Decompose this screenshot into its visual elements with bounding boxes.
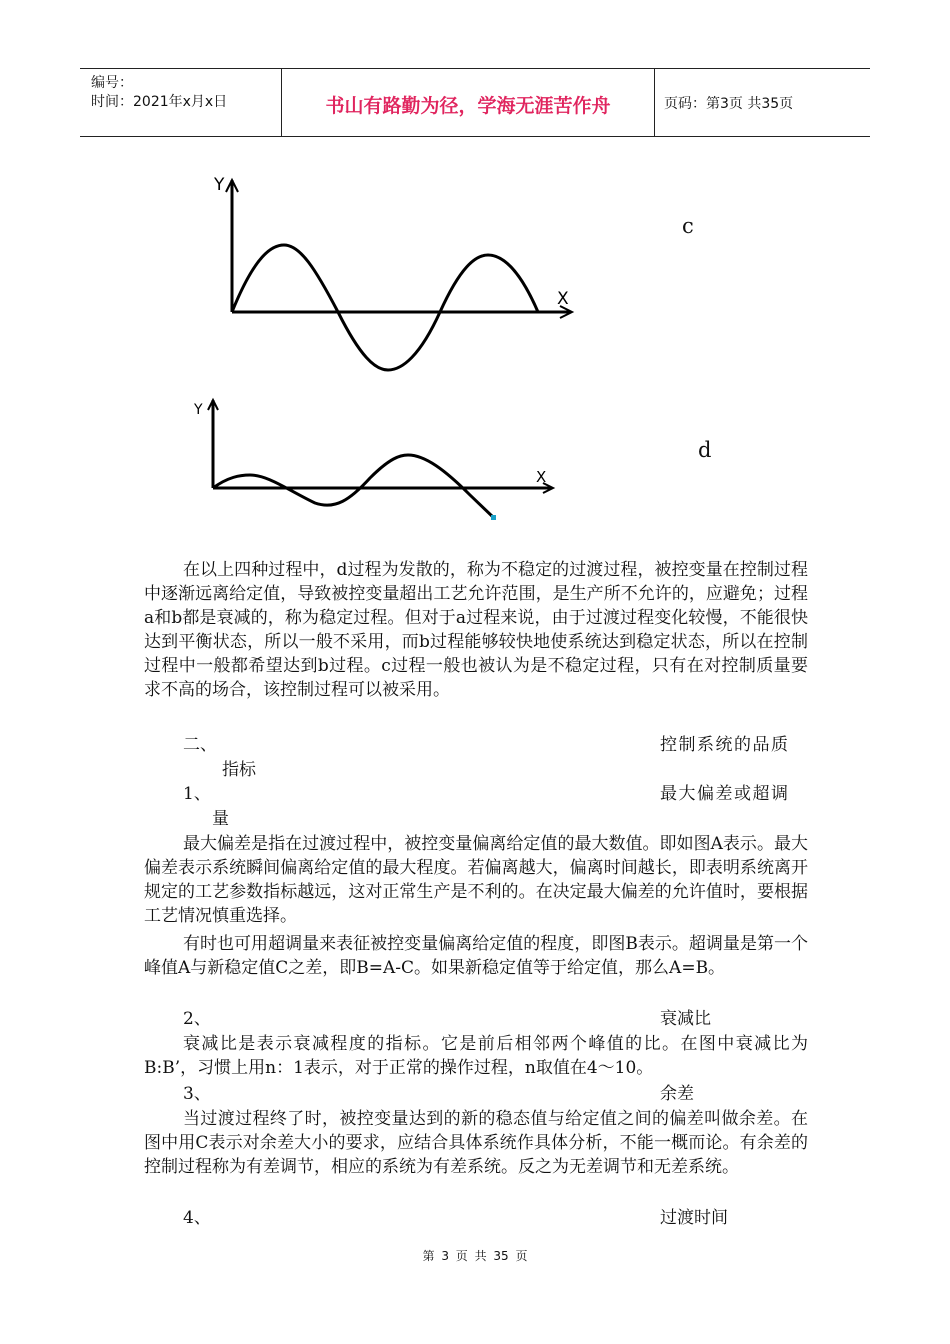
item2-paragraph <box>144 1032 808 1080</box>
item1-heading <box>144 782 808 806</box>
figure-d-x-label: X <box>536 468 547 486</box>
item4-title: 过渡时间 <box>660 1208 728 1228</box>
item1-title: 最大偏差或超调 <box>660 784 790 804</box>
figure-c-x-label: X <box>557 289 569 309</box>
motto: 书山有路勤为径，学海无涯苦作舟 <box>325 95 611 117</box>
item1-text-2: 有时也可用超调量来表征被控变量偏离给定值的程度，即图B表示。超调量是第一个峰值A与新稳定值C之差，即B=A-C。如果新稳定值等于给定值，那么A=B。 <box>144 934 808 978</box>
item4-number: 4、 <box>183 1208 211 1228</box>
section2-heading <box>144 733 808 757</box>
item2-text: 衰减比是表示衰减程度的指标。它是前后相邻两个峰值的比。在图中衰减比为B:B’，习惯上用n：1表示，对于正常的操作过程，n取值在4～10。 <box>144 1034 808 1078</box>
item3-heading <box>144 1082 808 1106</box>
item4-heading <box>144 1206 808 1230</box>
item1-paragraph-2 <box>144 932 808 980</box>
serial-label: 编号： <box>91 75 133 91</box>
figure-d-end-marker <box>491 515 496 520</box>
process-curves-figure <box>0 0 950 540</box>
item2-number: 2、 <box>183 1009 211 1029</box>
figure-c-curve <box>232 245 538 370</box>
figure-d-y-label: Y <box>194 402 203 418</box>
figure-c-axes <box>226 180 572 318</box>
figure-c-y-label: Y <box>214 175 225 195</box>
figure-c-label: c <box>682 214 694 238</box>
intro-paragraph <box>144 558 808 702</box>
item2-heading <box>144 1007 808 1031</box>
date-line: 时间：2021年x月x日 <box>91 94 228 110</box>
page-info: 页码：第3页 共35页 <box>664 96 794 112</box>
item3-text: 当过渡过程终了时，被控变量达到的新的稳态值与给定值之间的偏差叫做余差。在图中用C表示对余差大小的要求，应结合具体系统作具体分析，不能一概而论。有余差的控制过程称为有差调节，相应的系统为有差系统。反之为无差调节和无差系统。 <box>144 1109 808 1177</box>
item2-title: 衰减比 <box>660 1009 711 1029</box>
item3-paragraph <box>144 1107 808 1179</box>
section2-number: 二、 <box>183 735 217 755</box>
section2-title: 控制系统的品质 <box>660 735 790 755</box>
figure-d-label: d <box>698 438 712 462</box>
item1-text-1: 最大偏差是指在过渡过程中，被控变量偏离给定值的最大数值。即如图A表示。最大偏差表示系统瞬间偏离给定值的最大程度。若偏离越大，偏离时间越长，即表明系统离开规定的工艺参数指标越远，这对正常生产是不利的。在决定最大偏差的允许值时，要根据工艺情况慎重选择。 <box>144 834 808 926</box>
item1-paragraph-1 <box>144 832 808 928</box>
intro-text: 在以上四种过程中，d过程为发散的，称为不稳定的过渡过程，被控变量在控制过程中逐渐远离给定值，导致被控变量超出工艺允许范围，是生产所不允许的，应避免；过程a和b都是衰减的，称为稳定过程。但对于a过程来说，由于过渡过程变化较慢，不能很快达到平衡状态，所以一般不采用，而b过程能够较快地使系统达到稳定状态，所以在控制过程中一般都希望达到b过程。c过程一般也被认为是不稳定过程，只有在对控制质量要求不高的场合，该控制过程可以被采用。 <box>144 560 808 700</box>
item1-title-cont: 量 <box>212 809 229 829</box>
section2-title-cont: 指标 <box>222 760 256 780</box>
figure-d-axes <box>208 400 553 493</box>
item3-title: 余差 <box>660 1084 694 1104</box>
item1-number: 1、 <box>183 784 211 804</box>
item3-number: 3、 <box>183 1084 211 1104</box>
page-footer: 第 3 页 共 35 页 <box>422 1249 528 1263</box>
